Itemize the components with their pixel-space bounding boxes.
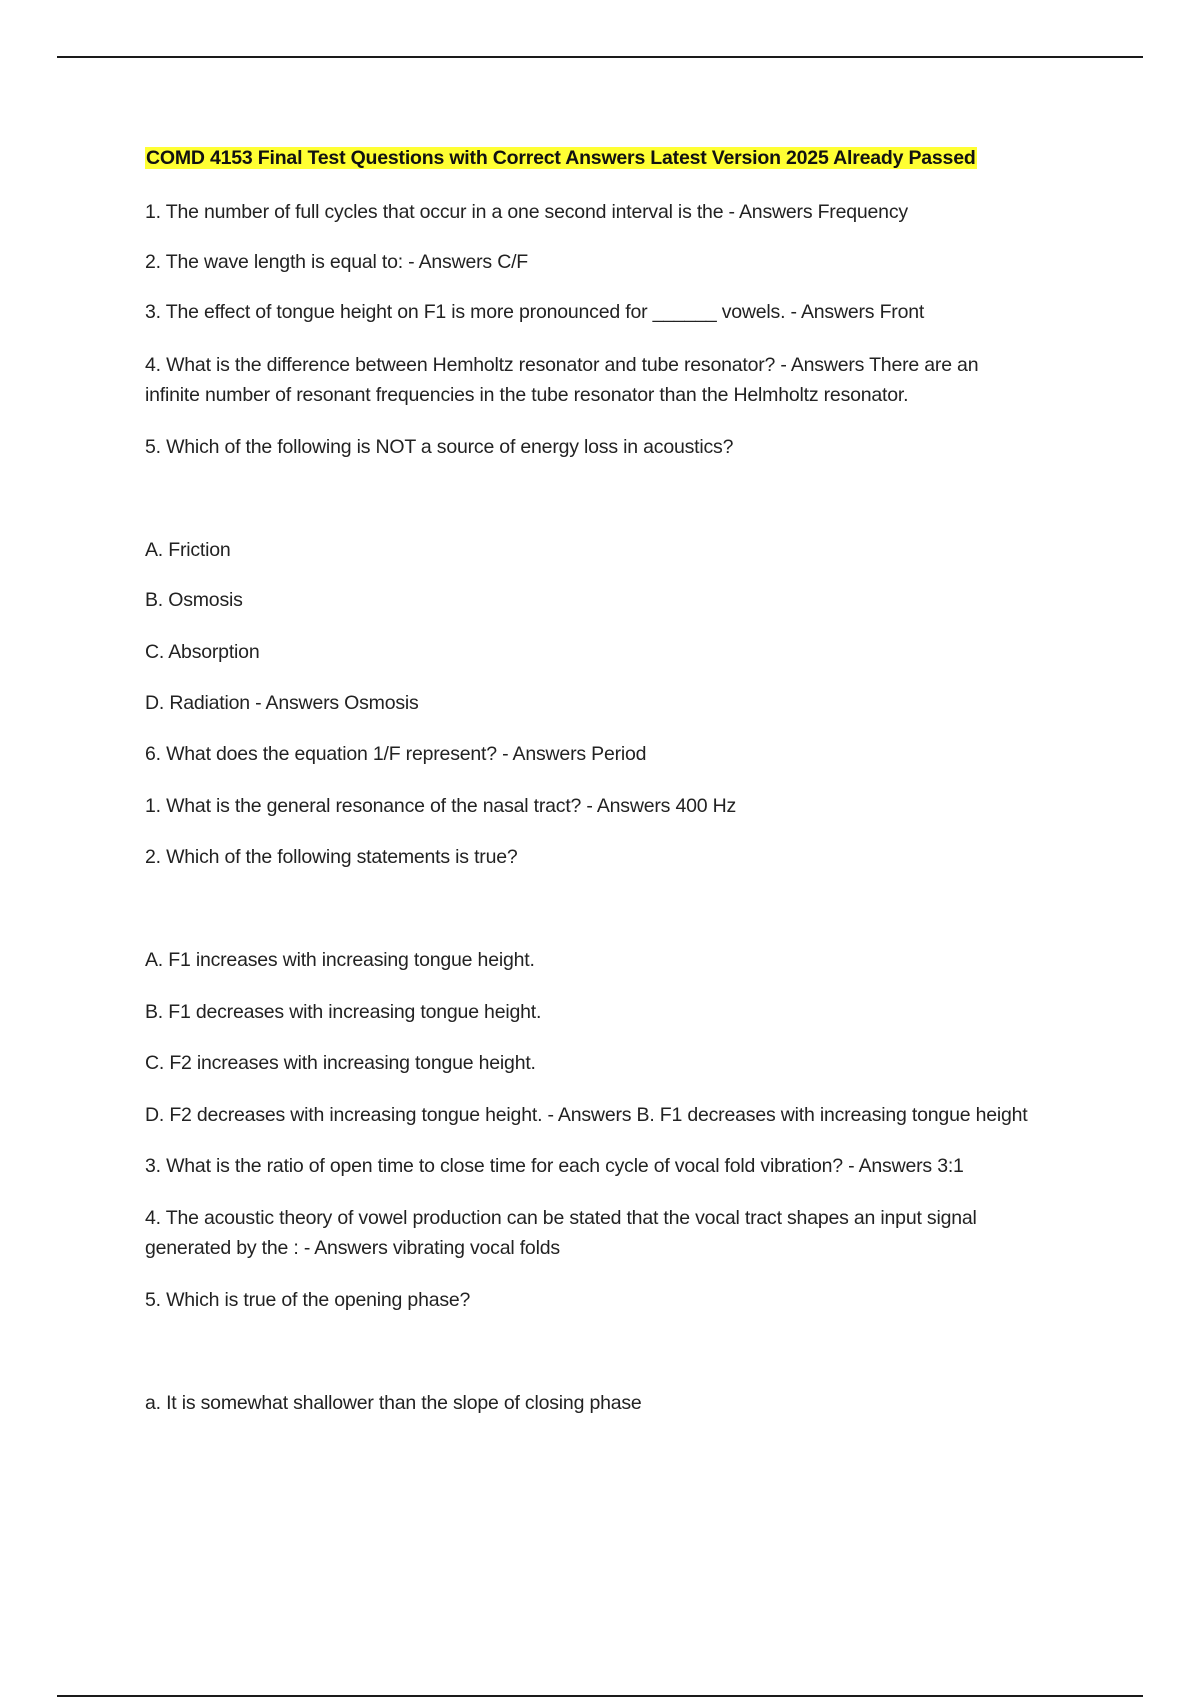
top-rule [57, 56, 1143, 58]
answer-option: C. Absorption [145, 641, 260, 663]
question-line: 6. What does the equation 1/F represent? - Answers Period [145, 743, 647, 765]
document-title-line [145, 143, 977, 173]
question-line: 5. Which of the following is NOT a source of energy loss in acoustics? [145, 436, 734, 458]
question-line-continued: infinite number of resonant frequencies in the tube resonator than the Helmholtz resonator. [145, 384, 909, 406]
answer-option: A. Friction [145, 539, 231, 561]
answer-option: C. F2 increases with increasing tongue height. [145, 1052, 536, 1074]
answer-option: a. It is somewhat shallower than the slope of closing phase [145, 1392, 642, 1414]
document-title: COMD 4153 Final Test Questions with Correct Answers Latest Version 2025 Already Passed [146, 147, 976, 169]
question-line: 3. What is the ratio of open time to close time for each cycle of vocal fold vibration? - Answers 3:1 [145, 1155, 964, 1177]
question-line: 4. What is the difference between Hemholtz resonator and tube resonator? - Answers There are an [145, 354, 979, 376]
question-line: 2. Which of the following statements is true? [145, 846, 518, 868]
question-line: 4. The acoustic theory of vowel production can be stated that the vocal tract shapes an input signal [145, 1207, 977, 1229]
question-line: 5. Which is true of the opening phase? [145, 1289, 471, 1311]
question-line: 1. What is the general resonance of the nasal tract? - Answers 400 Hz [145, 795, 737, 817]
question-line: 2. The wave length is equal to: - Answers C/F [145, 251, 528, 273]
answer-option: A. F1 increases with increasing tongue height. [145, 949, 535, 971]
question-line: 3. The effect of tongue height on F1 is more pronounced for ______ vowels. - Answers Front [145, 301, 925, 323]
answer-option: B. F1 decreases with increasing tongue height. [145, 1001, 542, 1023]
question-line: 1. The number of full cycles that occur in a one second interval is the - Answers Frequency [145, 201, 908, 223]
bottom-rule [57, 1695, 1143, 1697]
question-line-continued: generated by the : - Answers vibrating vocal folds [145, 1237, 560, 1259]
answer-option: D. F2 decreases with increasing tongue height. - Answers B. F1 decreases with increasing tongue height [145, 1104, 1028, 1126]
answer-option: B. Osmosis [145, 589, 243, 611]
answer-option: D. Radiation - Answers Osmosis [145, 692, 419, 714]
